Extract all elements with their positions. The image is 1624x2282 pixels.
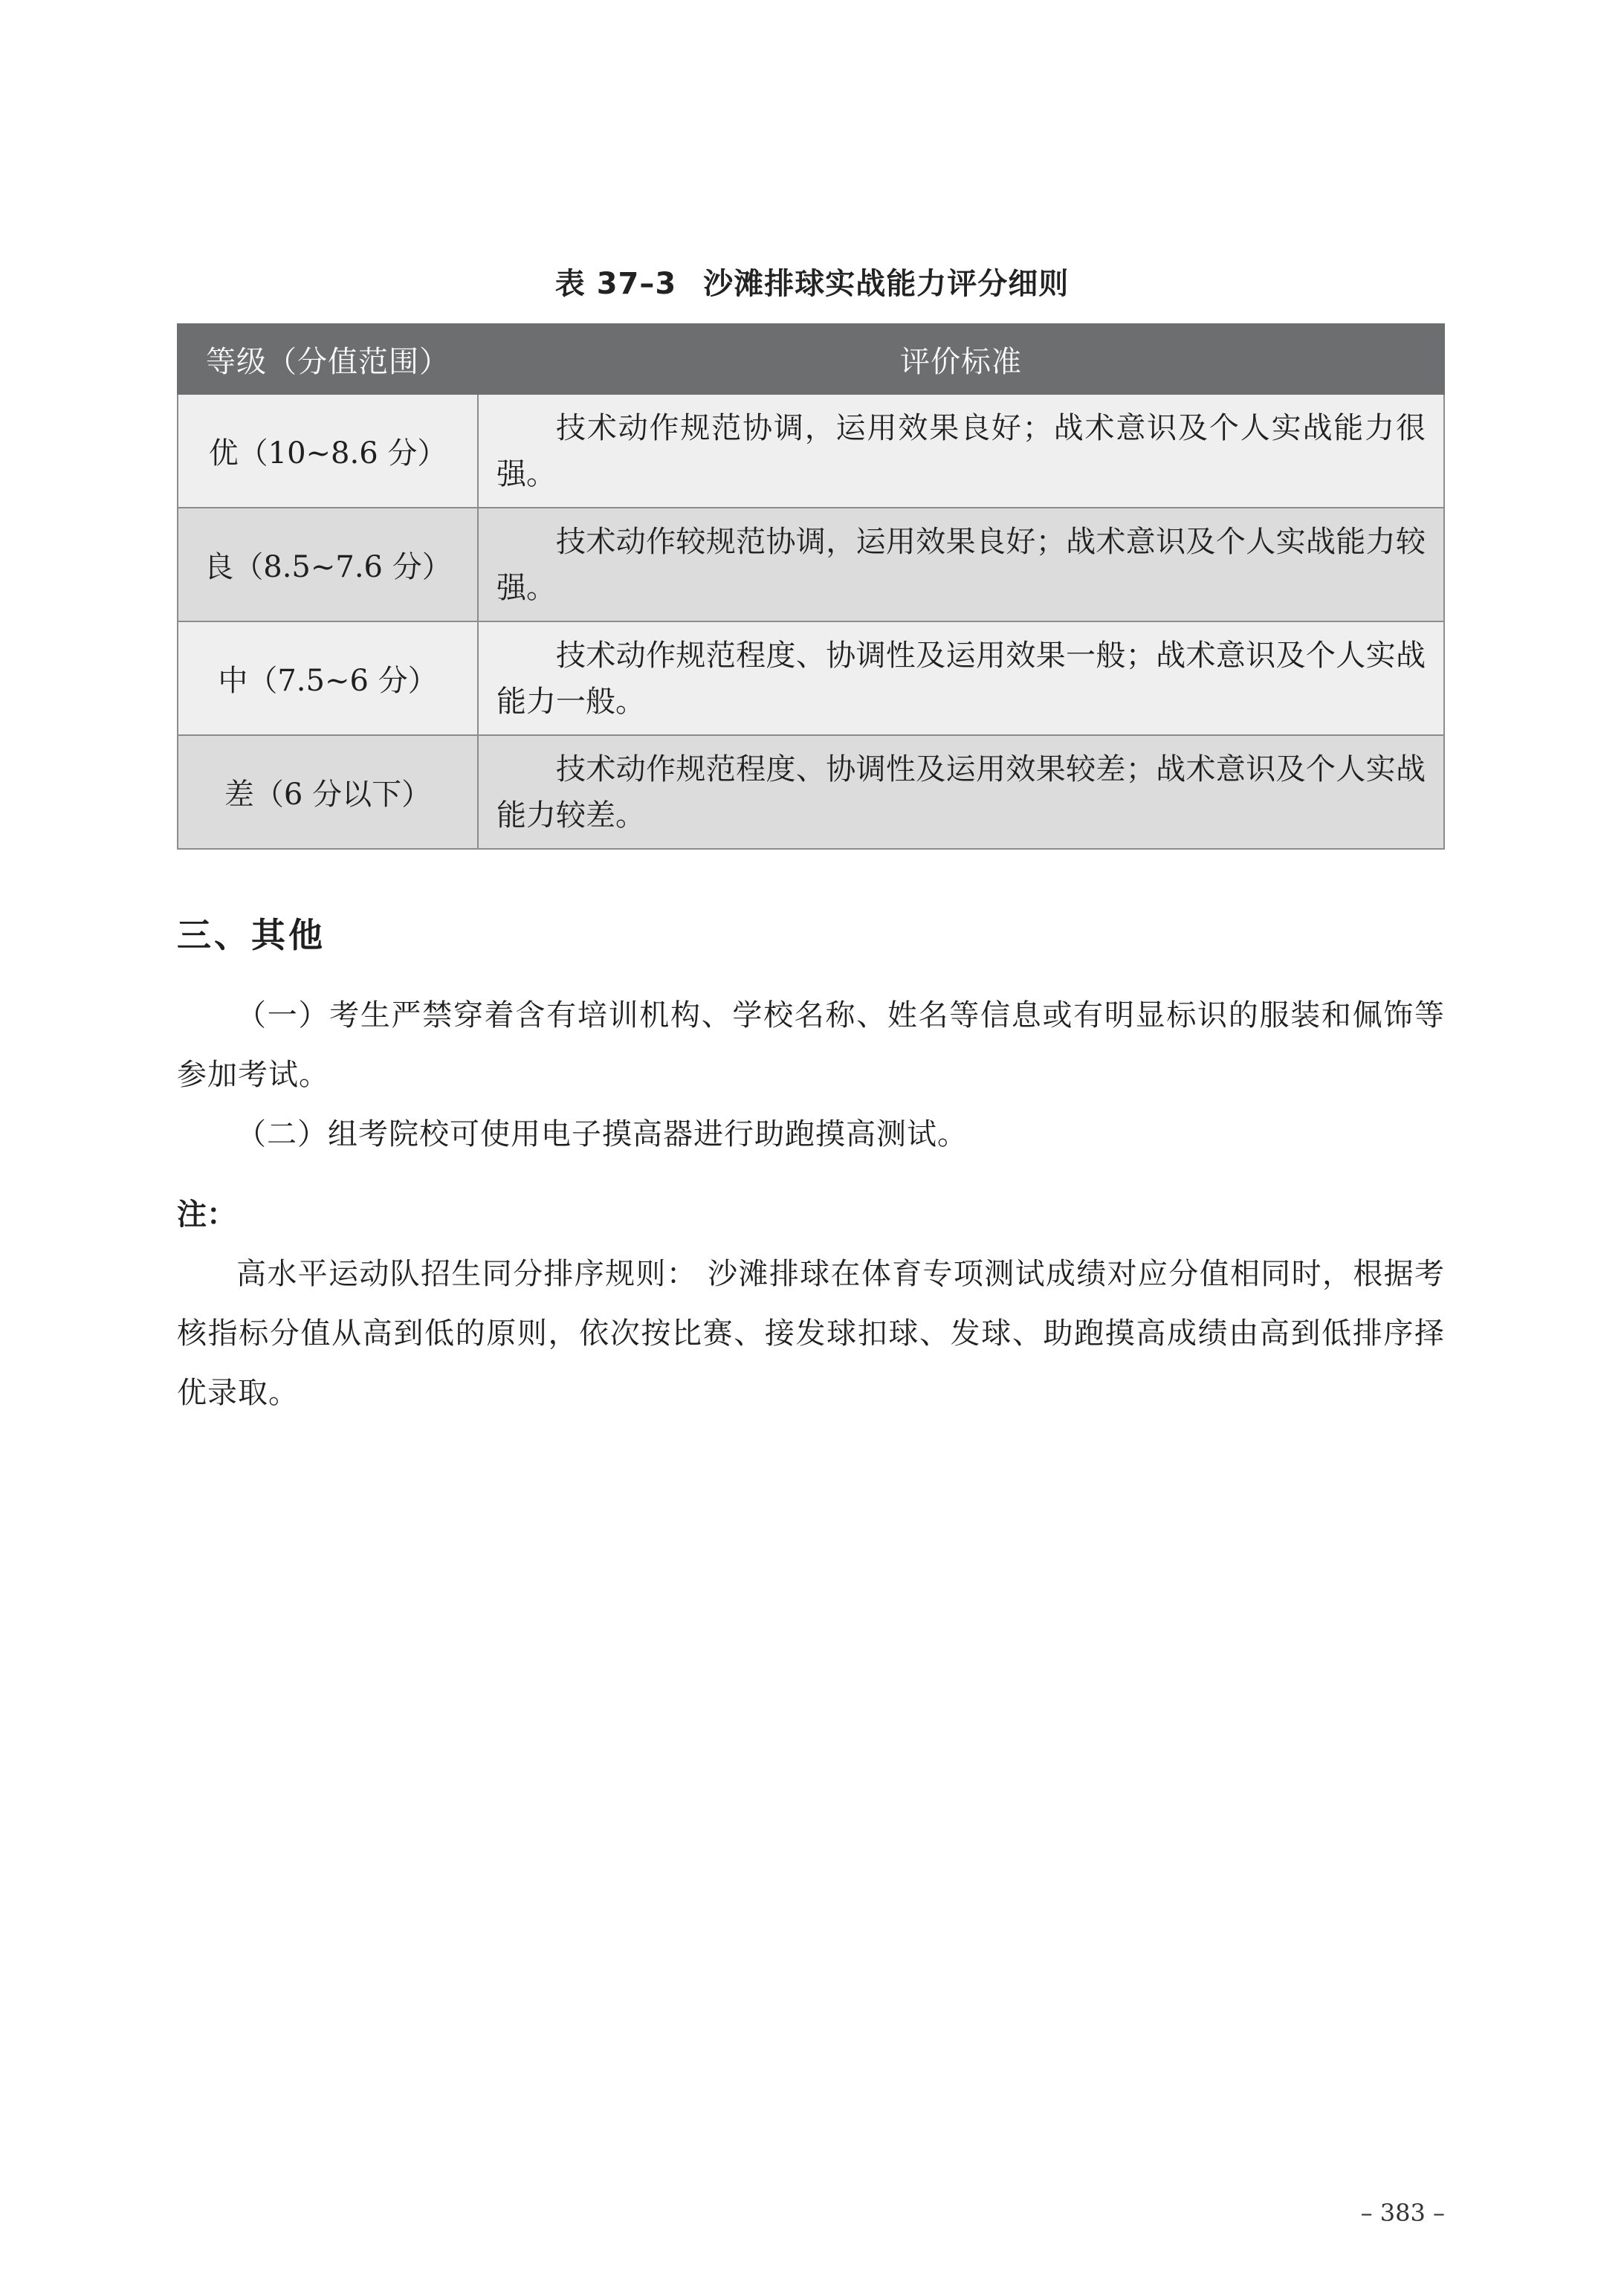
table-caption xyxy=(0,260,1624,303)
grade-cell: 优（10~8.6 分） xyxy=(178,394,478,508)
table-row xyxy=(178,394,1444,508)
note-text: 高水平运动队招生同分排序规则： 沙滩排球在体育专项测试成绩对应分值相同时，根据考核指标分值从高到低的原则，依次按比赛、接发球扣球、发球、助跑摸高成绩由高到低排序择优录取。 xyxy=(177,1257,1445,1410)
table-row xyxy=(178,621,1444,735)
criteria-cell: 技术动作规范程度、协调性及运用效果较差；战术意识及个人实战能力较差。 xyxy=(478,735,1444,849)
header-grade: 等级（分值范围） xyxy=(178,324,478,394)
table-number: 表 37–3 xyxy=(554,267,677,301)
paragraph-item-1: （一）考生严禁穿着含有培训机构、学校名称、姓名等信息或有明显标识的服装和佩饰等参加考试。 xyxy=(177,998,1445,1092)
table-row xyxy=(178,508,1444,621)
note-label: 注： xyxy=(177,1197,236,1232)
criteria-cell: 技术动作规范程度、协调性及运用效果一般；战术意识及个人实战能力一般。 xyxy=(478,621,1444,735)
grade-cell: 中（7.5~6 分） xyxy=(178,621,478,735)
section-heading: 三、其他 xyxy=(177,915,326,955)
paragraph-item-2: （二）组考院校可使用电子摸高器进行助跑摸高测试。 xyxy=(236,1117,968,1151)
table-header-row xyxy=(178,324,1444,394)
page-number: – 383 – xyxy=(1360,2199,1445,2227)
grade-cell: 差（6 分以下） xyxy=(178,735,478,849)
grading-table xyxy=(177,323,1445,850)
header-criteria: 评价标准 xyxy=(478,324,1444,394)
criteria-cell: 技术动作较规范协调，运用效果良好；战术意识及个人实战能力较强。 xyxy=(478,508,1444,621)
table-row xyxy=(178,735,1444,849)
criteria-cell: 技术动作规范协调，运用效果良好；战术意识及个人实战能力很强。 xyxy=(478,394,1444,508)
table-title: 沙滩排球实战能力评分细则 xyxy=(703,267,1070,301)
grade-cell: 良（8.5~7.6 分） xyxy=(178,508,478,621)
